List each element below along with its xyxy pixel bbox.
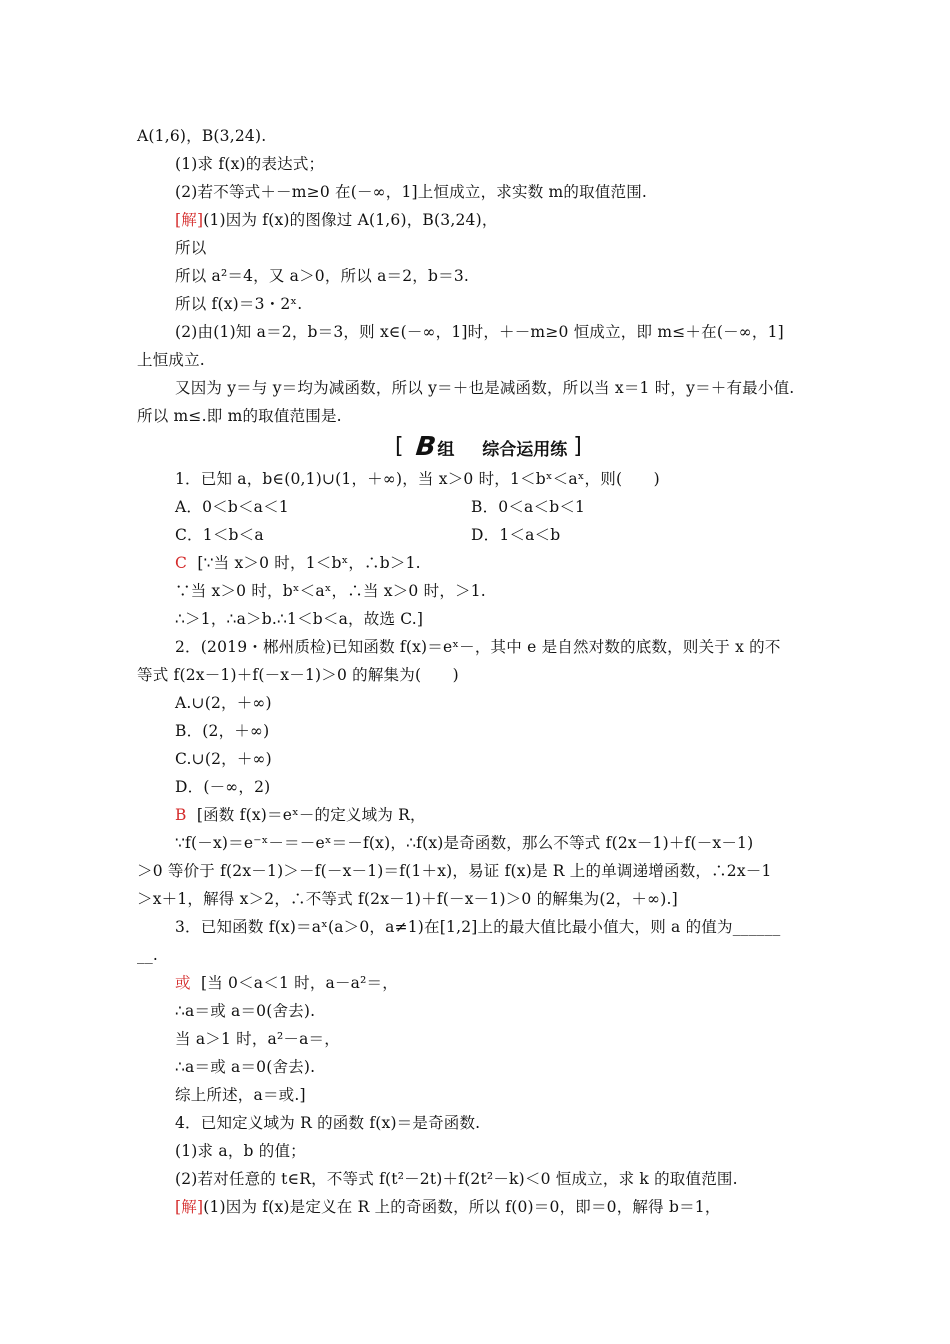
text-line: 所以 f(x)＝3・2ˣ. — [175, 295, 303, 313]
solution-tag: [解] — [175, 211, 204, 229]
question-2-stem: 2．(2019・郴州质检)已知函数 f(x)＝eˣ－，其中 e 是自然对数的底数，则关于 x 的不 — [175, 638, 781, 656]
option-d: D．(－∞，2) — [175, 778, 271, 796]
question-4-part-1: (1)求 a，b 的值； — [175, 1142, 306, 1160]
question-3-stem: 3．已知函数 f(x)＝aˣ(a＞0，a≠1)在[1,2]上的最大值比最小值大，则 a 的值为______ — [175, 918, 781, 936]
text-line: 上恒成立. — [137, 351, 205, 369]
question-2-stem-cont: 等式 f(2x－1)＋f(－x－1)＞0 的解集为( ) — [137, 666, 459, 684]
text-line: A(1,6)，B(3,24). — [137, 127, 267, 145]
text-line: 所以 m≤.即 m的取值范围是. — [137, 407, 342, 425]
section-header — [395, 433, 582, 461]
solution-text: (1)因为 f(x)的图像过 A(1,6)，B(3,24)， — [203, 211, 498, 229]
solution-line: 当 a＞1 时，a²－a＝， — [175, 1030, 340, 1048]
solution-line: ∴a＝或 a＝0(舍去). — [175, 1002, 316, 1020]
solution-text: [函数 f(x)＝eˣ－的定义域为 R， — [196, 806, 426, 824]
solution-line: ∵当 x＞0 时，bˣ＜aˣ，∴当 x＞0 时，＞1. — [175, 582, 486, 600]
question-3-stem-cont: __. — [137, 946, 159, 964]
answer-text: 或 — [175, 974, 191, 992]
option-b: B．0＜a＜b＜1 — [471, 498, 586, 516]
option-b: B．(2，＋∞) — [175, 722, 270, 740]
solution-text: [当 0＜a＜1 时，a－a²＝， — [200, 974, 398, 992]
text-line: (2)若不等式＋－m≥0 在(－∞，1]上恒成立，求实数 m的取值范围. — [175, 183, 648, 201]
solution-line: ＞x＋1，解得 x＞2，∴不等式 f(2x－1)＋f(－x－1)＞0 的解集为(2，＋∞).] — [137, 890, 678, 908]
solution-text: [∵当 x＞0 时，1＜bˣ，∴b＞1. — [197, 554, 421, 572]
text-line: (2)由(1)知 a＝2，b＝3，则 x∈(－∞，1]时，＋－m≥0 恒成立，即 m≤＋在(－∞，1] — [175, 323, 784, 341]
question-1-stem: 1．已知 a，b∈(0,1)∪(1，＋∞)，当 x＞0 时，1＜bˣ＜aˣ，则( ) — [175, 470, 660, 488]
text-line: 又因为 y＝与 y＝均为减函数，所以 y＝＋也是减函数，所以当 x＝1 时，y＝＋有最小值. — [175, 379, 795, 397]
group-label: 组 — [437, 440, 455, 460]
solution-line: ∴＞1，∴a＞b.∴1＜b＜a，故选 C.] — [175, 610, 424, 628]
question-4-stem: 4．已知定义域为 R 的函数 f(x)＝是奇函数. — [175, 1114, 481, 1132]
text-line: 所以 — [175, 239, 207, 257]
solution-line: ＞0 等价于 f(2x－1)＞－f(－x－1)＝f(1＋x)，易证 f(x)是 R 上的单调递增函数，∴2x－1 — [137, 862, 772, 880]
answer-line — [175, 973, 398, 993]
text-line: 所以 a²＝4，又 a＞0，所以 a＝2，b＝3. — [175, 267, 470, 285]
option-a: A．0＜b＜a＜1 — [175, 498, 289, 516]
text-line: (1)求 f(x)的表达式； — [175, 155, 325, 173]
bracket-close: ] — [573, 434, 582, 459]
solution-line: ∵f(－x)＝e⁻ˣ－＝－eˣ＝－f(x)，∴f(x)是奇函数，那么不等式 f(2x－1)＋f(－x－1) — [175, 834, 754, 852]
option-c: C．1＜b＜a — [175, 526, 264, 544]
answer-line — [175, 553, 421, 573]
solution-line: 综上所述，a＝或.] — [175, 1086, 306, 1104]
solution-line: ∴a＝或 a＝0(舍去). — [175, 1058, 316, 1076]
question-4-part-2: (2)若对任意的 t∈R，不等式 f(t²－2t)＋f(2t²－k)＜0 恒成立，求 k 的取值范围. — [175, 1170, 738, 1188]
solution-text: (1)因为 f(x)是定义在 R 上的奇函数，所以 f(0)＝0，即＝0，解得 b＝1， — [203, 1198, 721, 1216]
option-c: C.∪(2，＋∞) — [175, 750, 272, 768]
solution-line — [175, 1197, 721, 1217]
solution-tag: [解] — [175, 1198, 204, 1216]
bracket-open: [ — [395, 434, 404, 459]
answer-letter: C — [175, 554, 188, 572]
option-d: D．1＜a＜b — [471, 526, 561, 544]
answer-line — [175, 805, 426, 825]
solution-line — [175, 210, 498, 230]
option-a: A.∪(2，＋∞) — [175, 694, 272, 712]
group-letter: B — [413, 432, 437, 462]
section-title: 综合运用练 — [482, 440, 568, 460]
answer-letter: B — [175, 806, 187, 824]
